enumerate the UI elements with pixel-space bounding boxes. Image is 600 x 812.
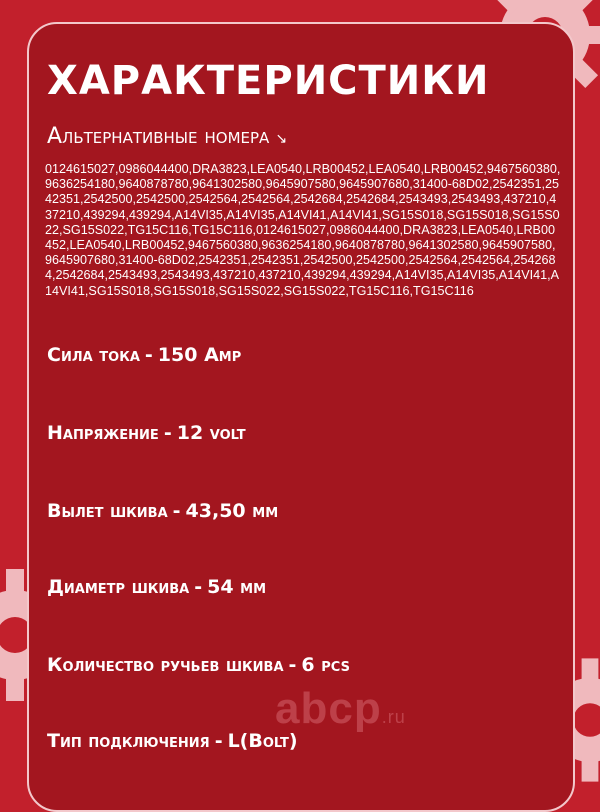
alternative-numbers-list: 0124615027,0986044400,DRA3823,LEA0540,LRB00452,LEA0540,LRB00452,9467560380,9636254180,9640878780,9641302580,9645907580,9645907680,31400-68D02,2542351,2542351,2542500,2542500,2542564,2542564,2542684,2542684,2543493,2543493,437210,437210,439294,439294,A14VI35,A14VI35,A14VI41,A14VI41,SG15S018,SG15S018,SG15S022,SG15S022,TG15C116,TG15C116,0124615027,0986044400,DRA3823,LEA0540,LRB00452,LEA0540,LRB00452,9467560380,9636254180,9640878780,9641302580,9645907580,9645907680,31400-68D02,2542351,2542351,2542500,2542500,2542564,2542564,2542684,2542684,2543493,2543493,437210,437210,439294,439294,A14VI35,A14VI35,A14VI41,A14VI41,SG15S018,SG15S018,SG15S022,SG15S022,TG15C116,TG15C116 xyxy=(45,162,561,298)
spec-value: 43,50 мм xyxy=(185,500,279,522)
spec-value: 12 volt xyxy=(176,422,246,444)
spec-separator: - xyxy=(214,730,223,752)
spec-separator: - xyxy=(144,344,153,366)
spec-separator: - xyxy=(194,576,203,598)
spec-separator: - xyxy=(288,654,297,676)
arrow-down-right-icon: ↘ xyxy=(275,131,288,147)
spec-connection-type xyxy=(47,730,298,752)
spec-label: Напряжение xyxy=(47,422,159,444)
spec-pulley-grooves xyxy=(47,654,350,676)
page-title: ХАРАКТЕРИСТИКИ xyxy=(47,58,490,104)
spec-label: Тип подключения xyxy=(47,730,210,752)
spec-value: 150 Amp xyxy=(157,344,242,366)
spec-value: 54 мм xyxy=(207,576,267,598)
logo-tld: .ru xyxy=(381,707,406,727)
characteristics-card xyxy=(27,22,575,812)
spec-value: L(Bolt) xyxy=(227,730,298,752)
spec-label: Количество ручьев шкива xyxy=(47,654,284,676)
spec-current xyxy=(47,344,241,366)
spec-pulley-diameter xyxy=(47,576,266,598)
logo-name: abcp xyxy=(275,684,382,733)
spec-label: Диаметр шкива xyxy=(47,576,190,598)
spec-separator: - xyxy=(172,500,181,522)
abcp-logo xyxy=(275,684,406,734)
spec-voltage xyxy=(47,422,246,444)
spec-separator: - xyxy=(163,422,172,444)
spec-label: Вылет шкива xyxy=(47,500,168,522)
alternatives-heading-text: Альтернативные номера xyxy=(47,124,270,149)
alternatives-heading xyxy=(47,124,287,149)
spec-value: 6 pcs xyxy=(301,654,350,676)
spec-label: Сила тока xyxy=(47,344,140,366)
spec-pulley-offset xyxy=(47,500,278,522)
